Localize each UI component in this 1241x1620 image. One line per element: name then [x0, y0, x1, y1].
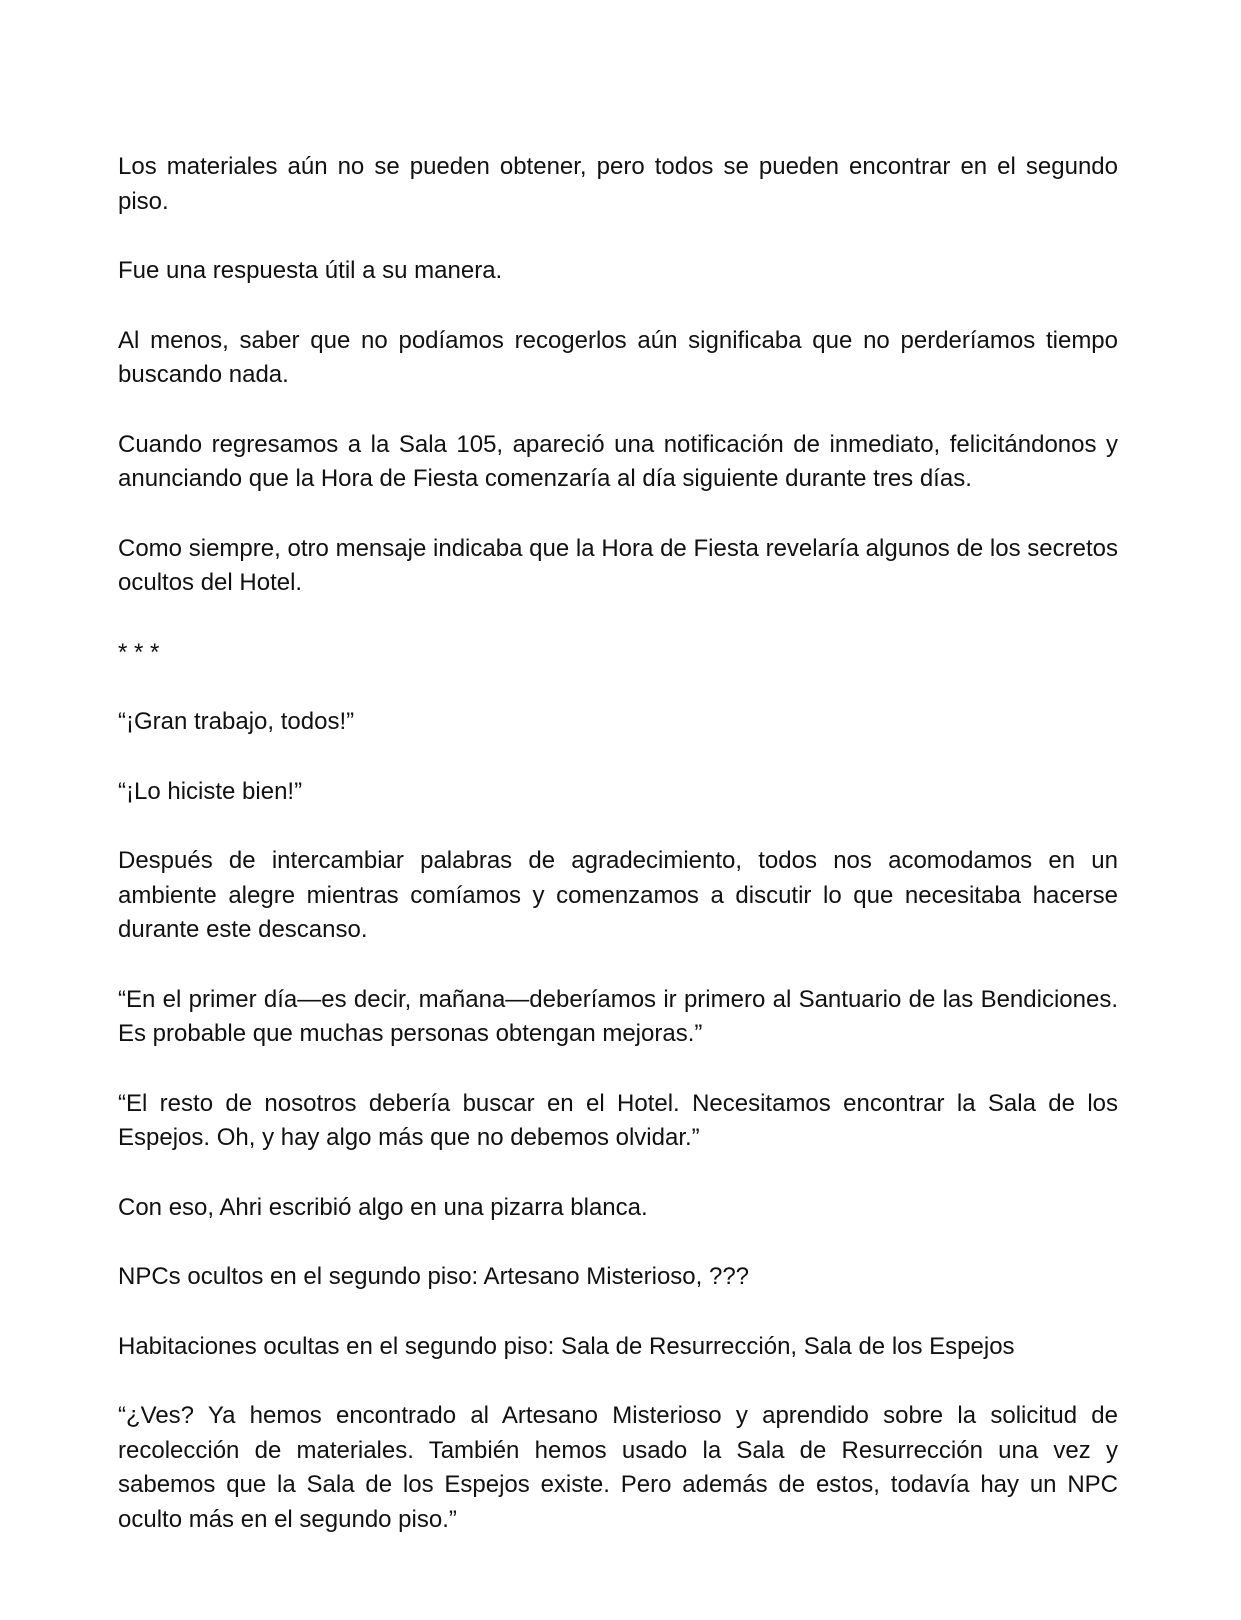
- paragraph: Fue una respuesta útil a su manera.: [118, 257, 503, 284]
- paragraph: Habitaciones ocultas en el segundo piso: Sala de Resurrección, Sala de los Espejos: [118, 1332, 1015, 1360]
- paragraph: Cuando regresamos a la Sala 105, apareció una notificación de inmediato, felicitándonos y anunciando que la Hora de Fiesta comenzaría al día siguiente durante tres días.: [118, 430, 1118, 492]
- paragraph: NPCs ocultos en el segundo piso: Artesano Misterioso, ???: [118, 1263, 750, 1290]
- paragraph: “En el primer día—es decir, mañana—deberíamos ir primero al Santuario de las Bendiciones. Es probable que muchas personas obtengan mejoras.”: [118, 985, 1118, 1047]
- paragraph: Al menos, saber que no podíamos recogerlos aún significaba que no perderíamos tiempo buscando nada.: [118, 326, 1118, 388]
- paragraph: Como siempre, otro mensaje indicaba que la Hora de Fiesta revelaría algunos de los secretos ocultos del Hotel.: [118, 534, 1118, 596]
- paragraph: Los materiales aún no se pueden obtener, pero todos se pueden encontrar en el segundo piso.: [118, 153, 1118, 215]
- paragraph: Con eso, Ahri escribió algo en una pizarra blanca.: [118, 1193, 648, 1221]
- scene-break: * * *: [118, 638, 160, 666]
- paragraph: Después de intercambiar palabras de agradecimiento, todos nos acomodamos en un ambiente alegre mientras comíamos y comenzamos a discutir lo que necesitaba hacerse durante este descanso.: [118, 847, 1118, 943]
- paragraph: “¡Lo hiciste bien!”: [118, 777, 303, 805]
- paragraph: “¡Gran trabajo, todos!”: [118, 708, 355, 735]
- paragraph: “¿Ves? Ya hemos encontrado al Artesano Misterioso y aprendido sobre la solicitud de recolección de materiales. También hemos usado la Sala de Resurrección una vez y sabemos que la Sala de los Espejos existe. Pero además de estos, todavía hay un NPC oculto más en el segundo piso.”: [118, 1402, 1118, 1533]
- paragraph: “El resto de nosotros debería buscar en el Hotel. Necesitamos encontrar la Sala de los Espejos. Oh, y hay algo más que no debemos olvidar.”: [118, 1089, 1118, 1151]
- document-body: [118, 150, 1118, 1537]
